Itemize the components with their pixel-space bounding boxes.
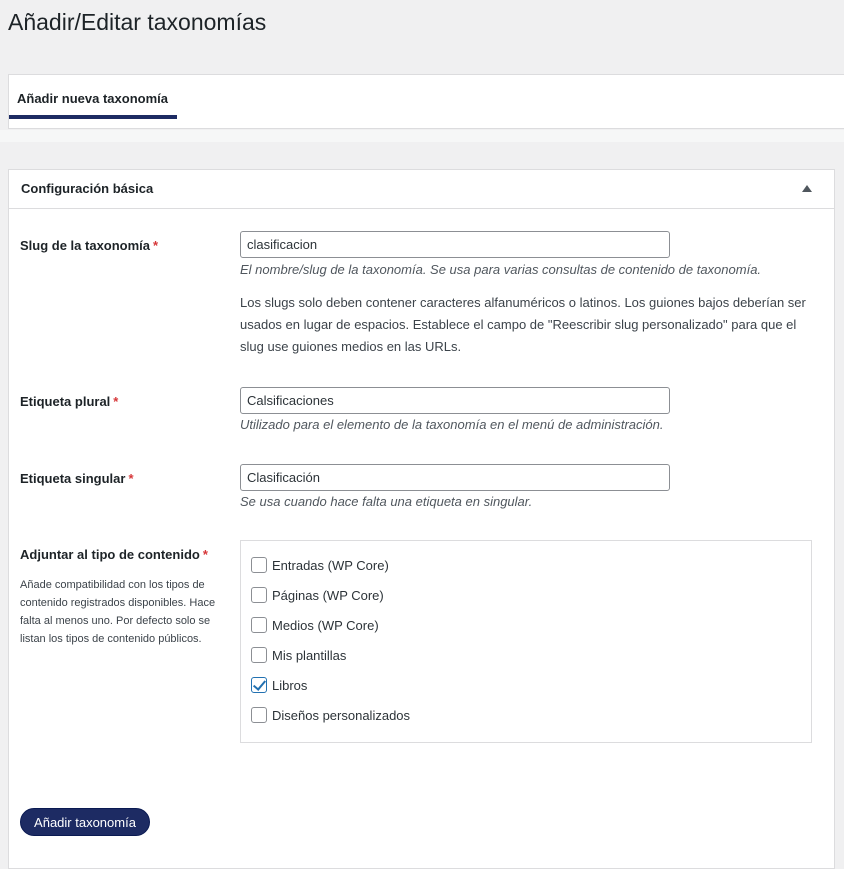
checkbox-row-libros[interactable] bbox=[251, 675, 307, 695]
post-types-checklist bbox=[240, 540, 812, 743]
slug-hint: El nombre/slug de la taxonomía. Se usa para varias consultas de contenido de taxonomía. bbox=[240, 262, 762, 277]
singular-hint: Se usa cuando hace falta una etiqueta en singular. bbox=[240, 494, 533, 509]
checkbox[interactable] bbox=[251, 707, 267, 723]
slug-input[interactable] bbox=[240, 231, 670, 258]
checkbox-label: Medios (WP Core) bbox=[272, 617, 379, 633]
checkbox-label: Libros bbox=[272, 677, 308, 693]
checkbox-row-paginas[interactable] bbox=[251, 585, 384, 605]
plural-label-text: Etiqueta plural bbox=[20, 394, 111, 409]
singular-input[interactable] bbox=[240, 464, 670, 491]
tabs-bar bbox=[8, 74, 844, 129]
separator bbox=[0, 130, 844, 142]
checkbox-label: Páginas (WP Core) bbox=[272, 587, 384, 603]
checkbox-row-entradas[interactable] bbox=[251, 555, 389, 575]
checkbox-row-disenos[interactable] bbox=[251, 705, 410, 725]
triangle-up-icon[interactable] bbox=[802, 185, 812, 192]
checkbox-row-mis-plantillas[interactable] bbox=[251, 645, 346, 665]
post-types-label bbox=[20, 547, 208, 562]
page-title: Añadir/Editar taxonomías bbox=[8, 9, 267, 35]
checkbox-row-medios[interactable] bbox=[251, 615, 379, 635]
tab-add-new-taxonomy[interactable]: Añadir nueva taxonomía bbox=[9, 75, 177, 119]
checkbox-label: Diseños personalizados bbox=[272, 707, 411, 723]
post-types-description: Añade compatibilidad con los tipos de contenido registrados disponibles. Hace falta al menos uno. Por defecto solo se listan los tipos de contenido públicos. bbox=[20, 579, 216, 645]
checkbox[interactable] bbox=[251, 647, 267, 663]
checkbox[interactable] bbox=[251, 587, 267, 603]
plural-hint: Utilizado para el elemento de la taxonomía en el menú de administración. bbox=[240, 417, 664, 432]
post-types-label-text: Adjuntar al tipo de contenido bbox=[20, 547, 200, 562]
slug-label bbox=[20, 238, 158, 253]
checkbox-label: Entradas (WP Core) bbox=[272, 557, 389, 573]
required-mark: * bbox=[202, 547, 208, 562]
required-mark: * bbox=[153, 238, 159, 253]
checkbox[interactable] bbox=[251, 557, 267, 573]
plural-input[interactable] bbox=[240, 387, 670, 414]
plural-label bbox=[20, 394, 118, 409]
singular-label-text: Etiqueta singular bbox=[20, 471, 126, 486]
required-mark: * bbox=[113, 394, 119, 409]
slug-label-text: Slug de la taxonomía bbox=[20, 238, 151, 253]
add-taxonomy-button[interactable]: Añadir taxonomía bbox=[20, 808, 150, 836]
checkbox[interactable] bbox=[251, 677, 267, 693]
slug-note: Los slugs solo deben contener caracteres alfanuméricos o latinos. Los guiones bajos deberían ser usados en lugar de espacios. Establece el campo de "Reescribir slug personalizado" para que el slug use guiones medios en las URLs. bbox=[240, 295, 806, 354]
panel-header[interactable] bbox=[9, 170, 834, 209]
checkbox-label: Mis plantillas bbox=[272, 647, 347, 663]
checkbox[interactable] bbox=[251, 617, 267, 633]
singular-label bbox=[20, 471, 134, 486]
panel-title: Configuración básica bbox=[21, 181, 154, 196]
required-mark: * bbox=[128, 471, 134, 486]
